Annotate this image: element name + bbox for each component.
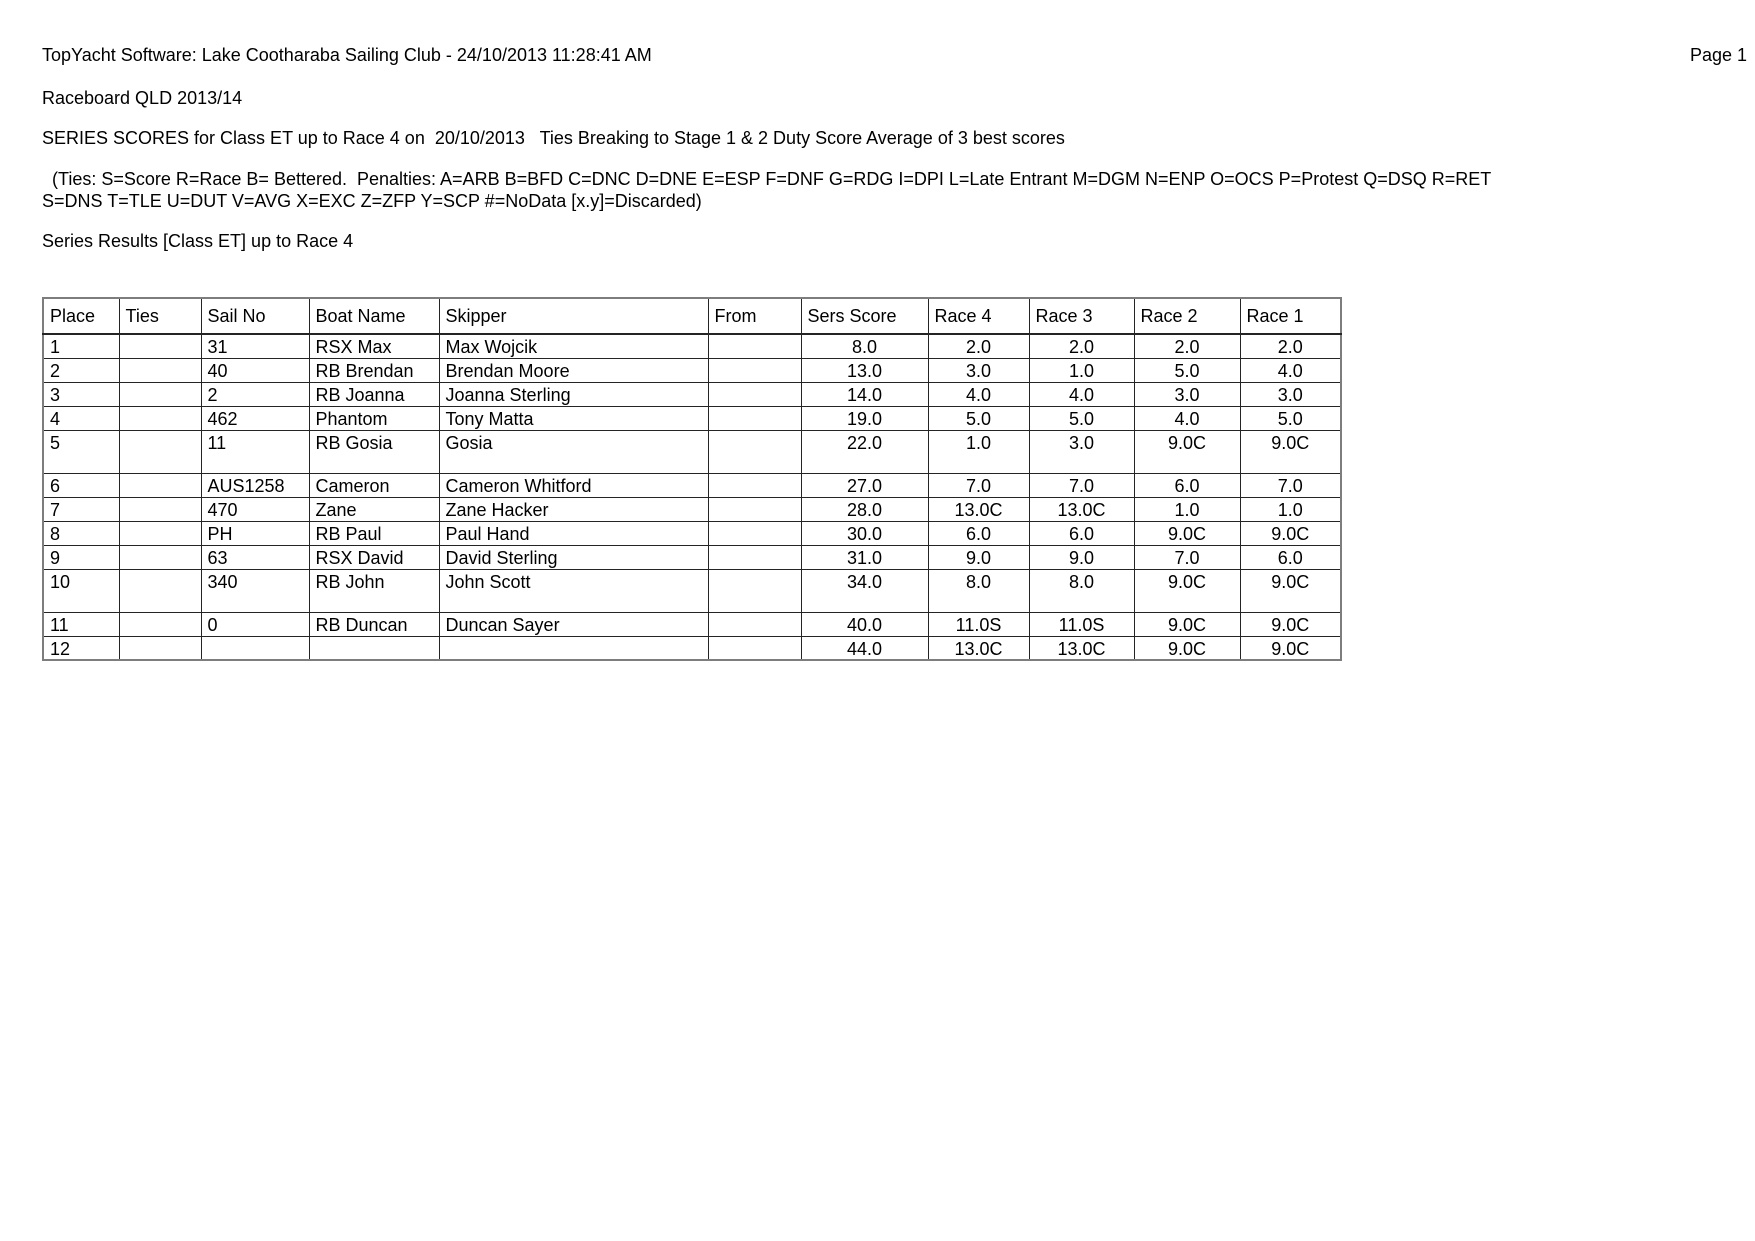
column-header-race3: Race 3 [1029, 298, 1134, 334]
cell-sail_no: 31 [201, 334, 309, 358]
cell-boat_name: Phantom [309, 406, 439, 430]
cell-sail_no: 63 [201, 545, 309, 569]
cell-race4: 6.0 [928, 521, 1029, 545]
cell-race3: 11.0S [1029, 612, 1134, 636]
cell-boat_name: RB Duncan [309, 612, 439, 636]
cell-boat_name [309, 636, 439, 660]
cell-sail_no [201, 636, 309, 660]
cell-race2: 3.0 [1134, 382, 1240, 406]
cell-ties [119, 334, 201, 358]
cell-boat_name: RB Gosia [309, 430, 439, 473]
cell-race2: 9.0C [1134, 521, 1240, 545]
cell-skipper: David Sterling [439, 545, 708, 569]
cell-race3: 5.0 [1029, 406, 1134, 430]
cell-sail_no: AUS1258 [201, 473, 309, 497]
cell-place: 1 [43, 334, 119, 358]
column-header-race2: Race 2 [1134, 298, 1240, 334]
cell-race1: 5.0 [1240, 406, 1341, 430]
cell-race2: 9.0C [1134, 569, 1240, 612]
table-row [43, 612, 1341, 636]
cell-sers_score: 19.0 [801, 406, 928, 430]
cell-ties [119, 521, 201, 545]
cell-ties [119, 612, 201, 636]
cell-sail_no: 340 [201, 569, 309, 612]
cell-skipper [439, 636, 708, 660]
column-header-race1: Race 1 [1240, 298, 1341, 334]
cell-skipper: Zane Hacker [439, 497, 708, 521]
series-name: Raceboard QLD 2013/14 [42, 88, 243, 108]
cell-skipper: Tony Matta [439, 406, 708, 430]
cell-boat_name: Zane [309, 497, 439, 521]
cell-race3: 13.0C [1029, 497, 1134, 521]
cell-place: 11 [43, 612, 119, 636]
cell-ties [119, 636, 201, 660]
cell-place: 6 [43, 473, 119, 497]
cell-race3: 6.0 [1029, 521, 1134, 545]
table-row [43, 497, 1341, 521]
column-header-sail_no: Sail No [201, 298, 309, 334]
column-header-from: From [708, 298, 801, 334]
cell-race4: 8.0 [928, 569, 1029, 612]
penalties-legend-line-1: (Ties: S=Score R=Race B= Bettered. Penalties: A=ARB B=BFD C=DNC D=DNE E=ESP F=DNF G=RDG I=DPI L=Late Entrant M=DGM N=ENP O=OCS P=Protest Q=DSQ R=RET [42, 169, 1492, 189]
series-results-table [42, 297, 1342, 661]
cell-ties [119, 358, 201, 382]
column-header-race4: Race 4 [928, 298, 1029, 334]
cell-ties [119, 382, 201, 406]
cell-ties [119, 545, 201, 569]
cell-race1: 9.0C [1240, 612, 1341, 636]
series-scores-line: SERIES SCORES for Class ET up to Race 4 on 20/10/2013 Ties Breaking to Stage 1 & 2 Duty Score Average of 3 best scores [42, 128, 1065, 148]
column-header-boat_name: Boat Name [309, 298, 439, 334]
cell-race4: 9.0 [928, 545, 1029, 569]
cell-race1: 9.0C [1240, 569, 1341, 612]
cell-sers_score: 28.0 [801, 497, 928, 521]
cell-race2: 9.0C [1134, 430, 1240, 473]
cell-race1: 3.0 [1240, 382, 1341, 406]
cell-place: 4 [43, 406, 119, 430]
report-topline [0, 0, 1755, 66]
column-header-ties: Ties [119, 298, 201, 334]
cell-race1: 9.0C [1240, 430, 1341, 473]
cell-skipper: Max Wojcik [439, 334, 708, 358]
cell-from [708, 430, 801, 473]
table-row [43, 569, 1341, 612]
cell-sail_no: 2 [201, 382, 309, 406]
column-header-skipper: Skipper [439, 298, 708, 334]
cell-race2: 6.0 [1134, 473, 1240, 497]
cell-race4: 5.0 [928, 406, 1029, 430]
cell-from [708, 382, 801, 406]
cell-place: 8 [43, 521, 119, 545]
cell-sers_score: 30.0 [801, 521, 928, 545]
cell-sail_no: 11 [201, 430, 309, 473]
cell-place: 3 [43, 382, 119, 406]
cell-race2: 4.0 [1134, 406, 1240, 430]
cell-race1: 9.0C [1240, 636, 1341, 660]
cell-race2: 9.0C [1134, 612, 1240, 636]
cell-race2: 7.0 [1134, 545, 1240, 569]
cell-ties [119, 497, 201, 521]
table-row [43, 334, 1341, 358]
table-header-row [43, 298, 1341, 334]
cell-place: 9 [43, 545, 119, 569]
cell-sail_no: 470 [201, 497, 309, 521]
penalties-legend-line-2: S=DNS T=TLE U=DUT V=AVG X=EXC Z=ZFP Y=SCP #=NoData [x.y]=Discarded) [42, 191, 702, 211]
table-row [43, 473, 1341, 497]
cell-sers_score: 34.0 [801, 569, 928, 612]
cell-sers_score: 27.0 [801, 473, 928, 497]
cell-race2: 1.0 [1134, 497, 1240, 521]
cell-place: 7 [43, 497, 119, 521]
cell-race3: 8.0 [1029, 569, 1134, 612]
cell-boat_name: RB Paul [309, 521, 439, 545]
cell-race1: 4.0 [1240, 358, 1341, 382]
cell-race2: 2.0 [1134, 334, 1240, 358]
cell-race1: 7.0 [1240, 473, 1341, 497]
cell-ties [119, 430, 201, 473]
cell-race3: 3.0 [1029, 430, 1134, 473]
cell-skipper: Paul Hand [439, 521, 708, 545]
cell-race3: 9.0 [1029, 545, 1134, 569]
cell-skipper: Cameron Whitford [439, 473, 708, 497]
results-table-body [43, 334, 1341, 660]
cell-race4: 4.0 [928, 382, 1029, 406]
cell-boat_name: Cameron [309, 473, 439, 497]
cell-from [708, 545, 801, 569]
cell-place: 5 [43, 430, 119, 473]
cell-race4: 2.0 [928, 334, 1029, 358]
column-header-place: Place [43, 298, 119, 334]
cell-place: 12 [43, 636, 119, 660]
cell-place: 10 [43, 569, 119, 612]
cell-from [708, 569, 801, 612]
cell-ties [119, 406, 201, 430]
table-row [43, 382, 1341, 406]
cell-sers_score: 31.0 [801, 545, 928, 569]
cell-sers_score: 22.0 [801, 430, 928, 473]
table-row [43, 521, 1341, 545]
cell-race2: 5.0 [1134, 358, 1240, 382]
table-row [43, 636, 1341, 660]
cell-from [708, 473, 801, 497]
cell-sail_no: 40 [201, 358, 309, 382]
cell-from [708, 636, 801, 660]
table-row [43, 358, 1341, 382]
cell-race1: 1.0 [1240, 497, 1341, 521]
cell-race4: 13.0C [928, 636, 1029, 660]
cell-ties [119, 569, 201, 612]
cell-from [708, 612, 801, 636]
results-caption: Series Results [Class ET] up to Race 4 [42, 231, 354, 251]
cell-race3: 2.0 [1029, 334, 1134, 358]
cell-from [708, 358, 801, 382]
cell-race1: 2.0 [1240, 334, 1341, 358]
cell-from [708, 334, 801, 358]
cell-race4: 11.0S [928, 612, 1029, 636]
cell-sers_score: 14.0 [801, 382, 928, 406]
cell-skipper: John Scott [439, 569, 708, 612]
cell-race4: 13.0C [928, 497, 1029, 521]
table-row [43, 430, 1341, 473]
cell-race1: 6.0 [1240, 545, 1341, 569]
cell-boat_name: RB Joanna [309, 382, 439, 406]
cell-skipper: Duncan Sayer [439, 612, 708, 636]
table-row [43, 406, 1341, 430]
page-number: Page 1 [1689, 45, 1747, 65]
cell-race4: 7.0 [928, 473, 1029, 497]
cell-boat_name: RB John [309, 569, 439, 612]
cell-race3: 13.0C [1029, 636, 1134, 660]
report-header-title: TopYacht Software: Lake Cootharaba Sailing Club - 24/10/2013 11:28:41 AM [42, 45, 652, 65]
cell-boat_name: RSX David [309, 545, 439, 569]
cell-sail_no: 0 [201, 612, 309, 636]
cell-from [708, 497, 801, 521]
cell-ties [119, 473, 201, 497]
cell-sail_no: 462 [201, 406, 309, 430]
column-header-sers_score: Sers Score [801, 298, 928, 334]
cell-sail_no: PH [201, 521, 309, 545]
cell-race4: 1.0 [928, 430, 1029, 473]
cell-from [708, 406, 801, 430]
table-row [43, 545, 1341, 569]
cell-skipper: Brendan Moore [439, 358, 708, 382]
cell-from [708, 521, 801, 545]
cell-place: 2 [43, 358, 119, 382]
cell-boat_name: RSX Max [309, 334, 439, 358]
cell-skipper: Joanna Sterling [439, 382, 708, 406]
cell-race3: 4.0 [1029, 382, 1134, 406]
cell-sers_score: 40.0 [801, 612, 928, 636]
cell-sers_score: 8.0 [801, 334, 928, 358]
cell-race3: 7.0 [1029, 473, 1134, 497]
cell-sers_score: 44.0 [801, 636, 928, 660]
cell-race4: 3.0 [928, 358, 1029, 382]
cell-race3: 1.0 [1029, 358, 1134, 382]
cell-boat_name: RB Brendan [309, 358, 439, 382]
cell-race1: 9.0C [1240, 521, 1341, 545]
cell-race2: 9.0C [1134, 636, 1240, 660]
cell-sers_score: 13.0 [801, 358, 928, 382]
cell-skipper: Gosia [439, 430, 708, 473]
